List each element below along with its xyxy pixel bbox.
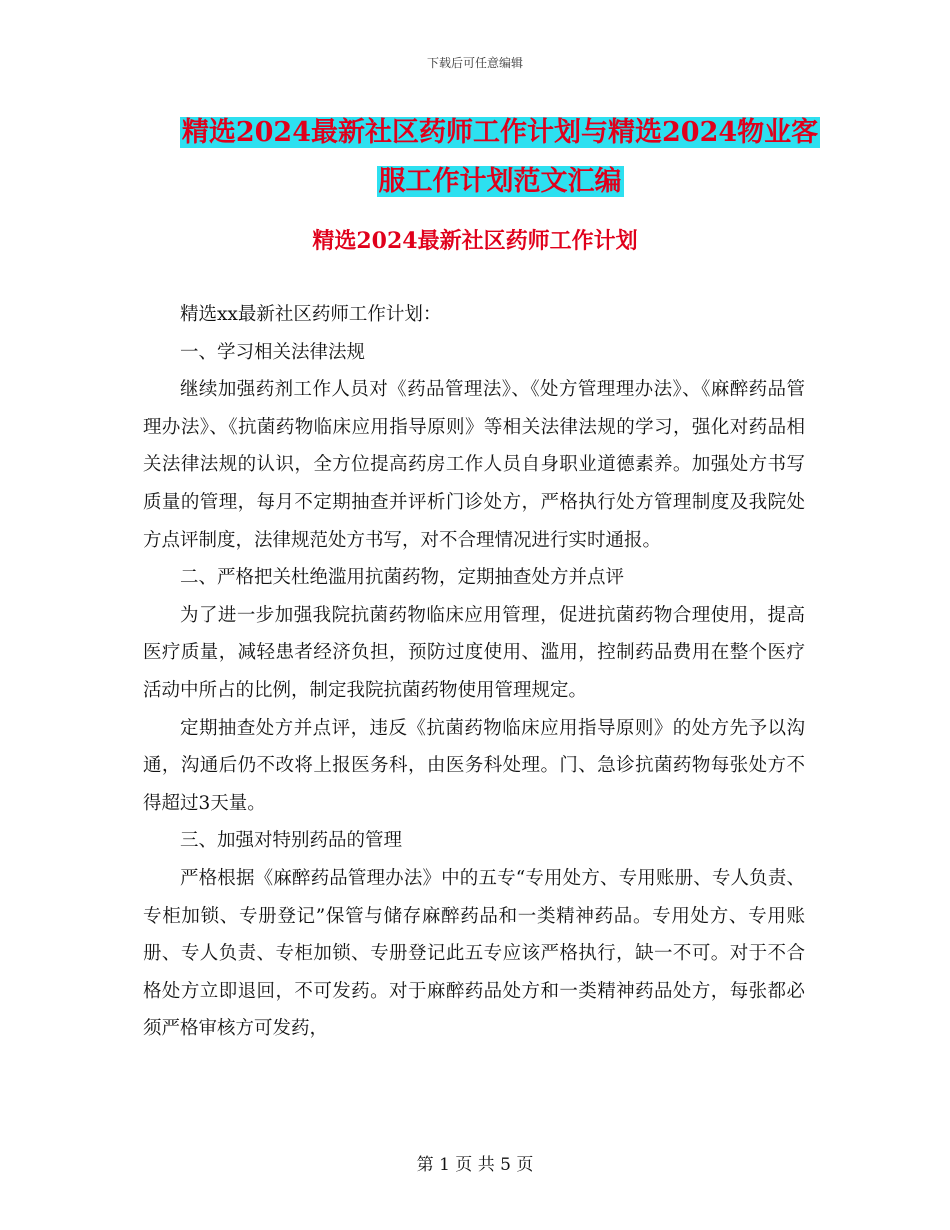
paragraph: 为了进一步加强我院抗菌药物临床应用管理，促进抗菌药物合理使用，提高医疗质量，减轻患者经济负担，预防过度使用、滥用，控制药品费用在整个医疗活动中所占的比例，制定我院抗菌药物使用管理规定。: [143, 604, 805, 701]
paragraph: 继续加强药剂工作人员对《药品管理法》、《处方管理理办法》、《麻醉药品管理办法》、《抗菌药物临床应用指导原则》等相关法律法规的学习，强化对药品相关法律法规的认识，全方位提高药房工作人员自身职业道德素养。加强处方书写质量的管理，每月不定期抽查并评析门诊处方，严格执行处方管理制度及我院处方点评制度，法律规范处方书写，对不合理情况进行实时通报。: [143, 379, 805, 551]
section-title: 精选2024最新社区药师工作计划: [312, 228, 638, 254]
paragraph: 二、严格把关杜绝滥用抗菌药物，定期抽查处方并点评: [180, 567, 625, 589]
main-title-line1: 精选2024最新社区药师工作计划与精选2024物业客: [181, 117, 819, 148]
header-note: 下载后可任意编辑: [426, 56, 523, 70]
paragraph: 定期抽查处方并点评，违反《抗菌药物临床应用指导原则》的处方先予以沟通，沟通后仍不改将上报医务科，由医务科处理。门、急诊抗菌药物每张处方不得超过3天量。: [143, 717, 805, 814]
paragraph: 精选xx最新社区药师工作计划：: [180, 304, 442, 325]
page-footer: 第 1 页 共 5 页: [416, 1155, 534, 1175]
paragraph: 严格根据《麻醉药品管理办法》中的五专“专用处方、专用账册、专人负责、专柜加锁、专册登记”保管与储存麻醉药品和一类精神药品。专用处方、专用账册、专人负责、专柜加锁、专册登记此五专应该严格执行，缺一不可。对于不合格处方立即退回，不可发药。对于麻醉药品处方和一类精神药品处方，每张都必须严格审核方可发药，: [143, 867, 805, 1040]
main-title: [140, 108, 860, 206]
paragraph: 三、加强对特别药品的管理: [180, 830, 403, 852]
body-text: [143, 296, 805, 1048]
main-title-line2: 服工作计划范文汇编: [378, 166, 622, 197]
paragraph: 一、学习相关法律法规: [180, 341, 366, 363]
